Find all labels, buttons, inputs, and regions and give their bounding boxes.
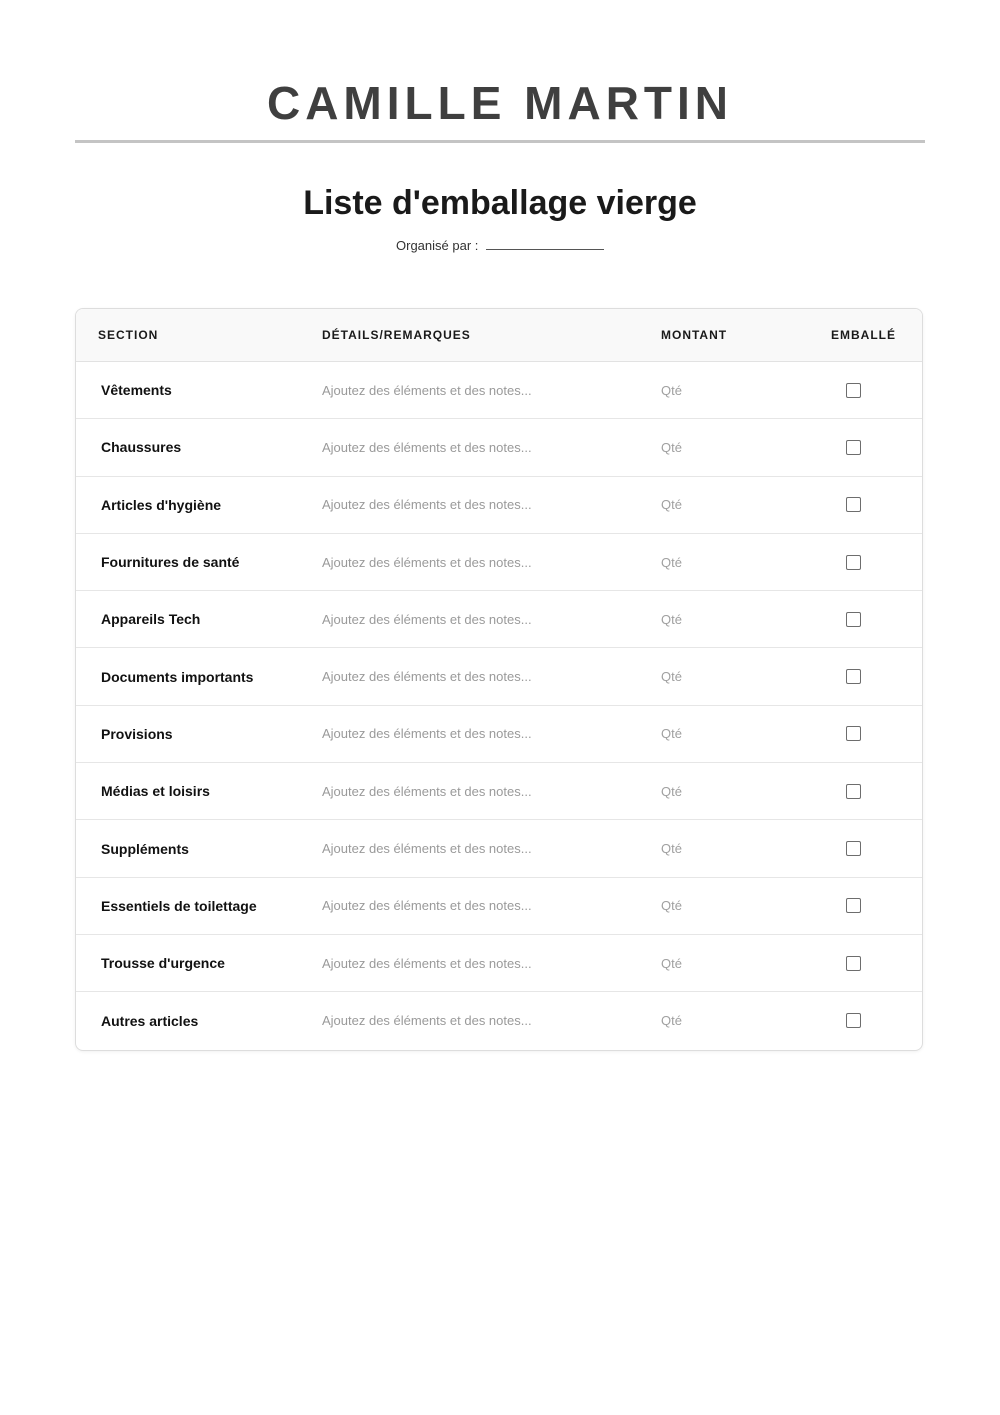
packed-checkbox[interactable]	[846, 497, 861, 512]
table-row	[76, 992, 922, 1049]
packed-checkbox[interactable]	[846, 956, 861, 971]
column-header-section: SECTION	[98, 328, 159, 342]
row-quantity-field[interactable]: Qté	[661, 726, 682, 742]
row-packed-cell	[811, 1013, 922, 1028]
packed-checkbox[interactable]	[846, 1013, 861, 1028]
row-quantity-field[interactable]: Qté	[661, 669, 682, 685]
table-row	[76, 648, 922, 705]
row-section-label: Documents importants	[101, 668, 254, 685]
row-details-field[interactable]: Ajoutez des éléments et des notes...	[322, 1013, 532, 1029]
table-row	[76, 935, 922, 992]
row-packed-cell	[811, 440, 922, 455]
row-section-label: Provisions	[101, 725, 173, 742]
row-details-field[interactable]: Ajoutez des éléments et des notes...	[322, 497, 532, 513]
row-packed-cell	[811, 612, 922, 627]
row-packed-cell	[811, 555, 922, 570]
row-quantity-field[interactable]: Qté	[661, 554, 682, 570]
table-row	[76, 419, 922, 476]
packed-checkbox[interactable]	[846, 669, 861, 684]
row-section-label: Trousse d'urgence	[101, 955, 225, 972]
row-quantity-field[interactable]: Qté	[661, 382, 682, 398]
row-section-label: Vêtements	[101, 382, 172, 399]
table-body	[76, 362, 922, 1050]
table-row	[76, 591, 922, 648]
row-details-field[interactable]: Ajoutez des éléments et des notes...	[322, 554, 532, 570]
row-quantity-field[interactable]: Qté	[661, 955, 682, 971]
row-quantity-field[interactable]: Qté	[661, 611, 682, 627]
row-details-field[interactable]: Ajoutez des éléments et des notes...	[322, 783, 532, 799]
packed-checkbox[interactable]	[846, 898, 861, 913]
row-packed-cell	[811, 784, 922, 799]
row-section-label: Appareils Tech	[101, 611, 201, 628]
row-section-label: Autres articles	[101, 1012, 199, 1029]
page-title: Liste d'emballage vierge	[303, 184, 697, 222]
row-section-label: Médias et loisirs	[101, 783, 210, 800]
column-header-packed: EMBALLÉ	[831, 328, 896, 342]
organizer-line	[75, 237, 925, 255]
table-row	[76, 477, 922, 534]
table-row	[76, 763, 922, 820]
table-row	[76, 534, 922, 591]
row-section-label: Chaussures	[101, 439, 182, 456]
row-packed-cell	[811, 669, 922, 684]
row-section-label: Suppléments	[101, 840, 189, 857]
packed-checkbox[interactable]	[846, 555, 861, 570]
row-details-field[interactable]: Ajoutez des éléments et des notes...	[322, 726, 532, 742]
row-packed-cell	[811, 841, 922, 856]
table-row	[76, 820, 922, 877]
column-header-details: DÉTAILS/REMARQUES	[322, 328, 471, 342]
table-row	[76, 362, 922, 419]
table-row	[76, 706, 922, 763]
organizer-blank-field[interactable]	[486, 237, 604, 250]
packed-checkbox[interactable]	[846, 841, 861, 856]
row-quantity-field[interactable]: Qté	[661, 783, 682, 799]
row-quantity-field[interactable]: Qté	[661, 898, 682, 914]
row-details-field[interactable]: Ajoutez des éléments et des notes...	[322, 669, 532, 685]
row-details-field[interactable]: Ajoutez des éléments et des notes...	[322, 955, 532, 971]
row-quantity-field[interactable]: Qté	[661, 841, 682, 857]
row-details-field[interactable]: Ajoutez des éléments et des notes...	[322, 439, 532, 455]
owner-name: CAMILLE MARTIN	[266, 77, 734, 129]
column-header-amount: MONTANT	[661, 328, 728, 342]
row-details-field[interactable]: Ajoutez des éléments et des notes...	[322, 382, 532, 398]
header-divider	[75, 140, 925, 143]
row-quantity-field[interactable]: Qté	[661, 439, 682, 455]
row-details-field[interactable]: Ajoutez des éléments et des notes...	[322, 611, 532, 627]
row-packed-cell	[811, 956, 922, 971]
row-packed-cell	[811, 726, 922, 741]
row-details-field[interactable]: Ajoutez des éléments et des notes...	[322, 841, 532, 857]
packed-checkbox[interactable]	[846, 726, 861, 741]
packed-checkbox[interactable]	[846, 383, 861, 398]
row-packed-cell	[811, 497, 922, 512]
packed-checkbox[interactable]	[846, 612, 861, 627]
row-details-field[interactable]: Ajoutez des éléments et des notes...	[322, 898, 532, 914]
table-header	[76, 309, 922, 362]
table-row	[76, 878, 922, 935]
packing-list-page	[75, 0, 925, 1051]
row-quantity-field[interactable]: Qté	[661, 497, 682, 513]
row-section-label: Fournitures de santé	[101, 554, 240, 571]
row-quantity-field[interactable]: Qté	[661, 1013, 682, 1029]
packing-table	[75, 308, 923, 1051]
packed-checkbox[interactable]	[846, 784, 861, 799]
row-packed-cell	[811, 898, 922, 913]
row-section-label: Articles d'hygiène	[101, 496, 222, 513]
row-packed-cell	[811, 383, 922, 398]
packed-checkbox[interactable]	[846, 440, 861, 455]
row-section-label: Essentiels de toilettage	[101, 897, 257, 914]
organizer-label: Organisé par :	[396, 238, 479, 253]
